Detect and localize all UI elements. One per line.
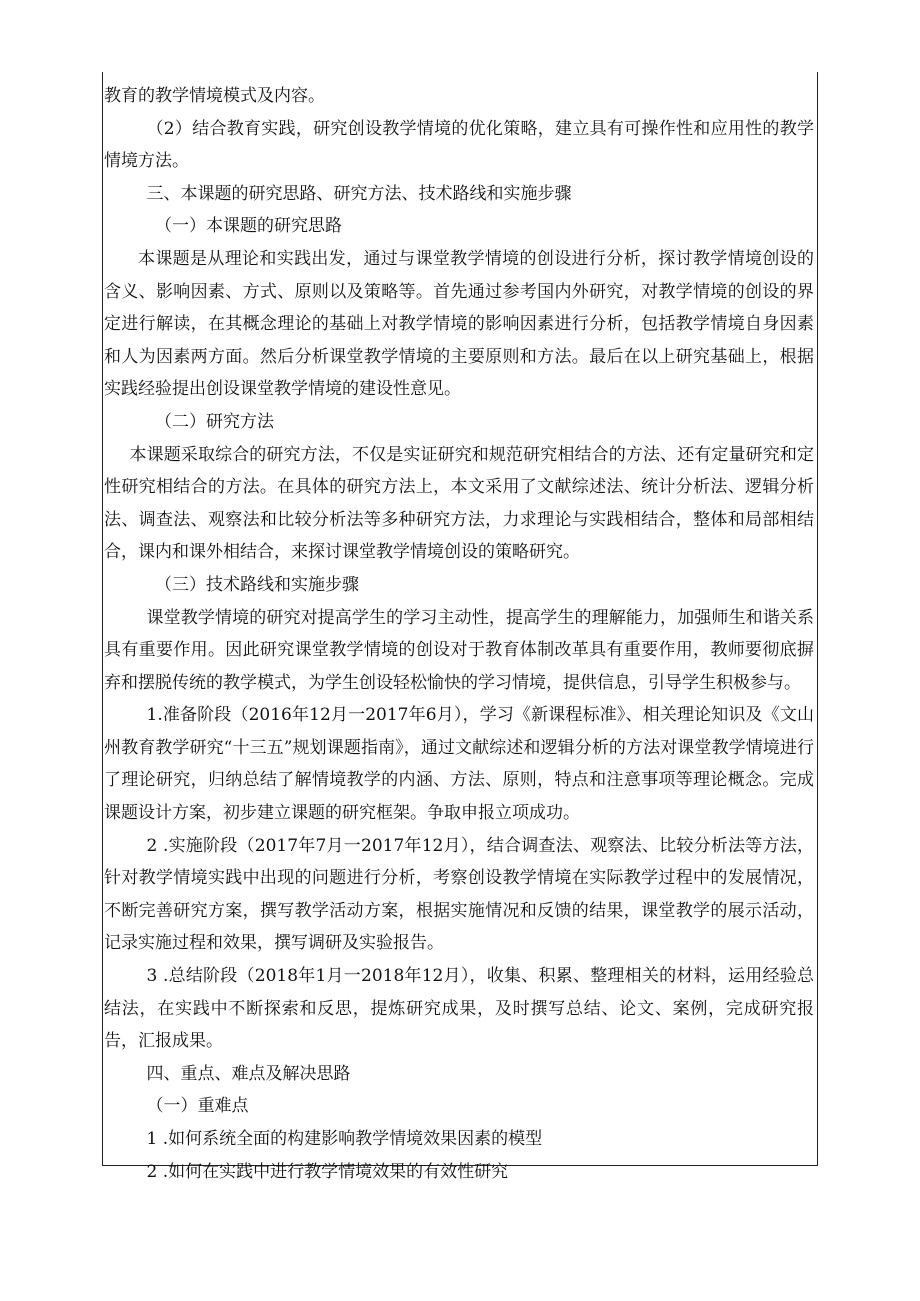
subsection-heading: （一）本课题的研究思路 bbox=[155, 216, 342, 237]
list-item: 2 .如何在实践中进行教学情境效果的有效性研究 bbox=[146, 1161, 509, 1182]
subsection-heading: （三）技术路线和实施步骤 bbox=[155, 574, 359, 595]
paragraph: （2）结合教育实践，研究创设教学情境的优化策略，建立具有可操作性和应用性的教学情境方法。 bbox=[104, 118, 814, 172]
paragraph: 本课题是从理论和实践出发，通过与课堂教学情境的创设进行分析，探讨教学情境创设的含义、影响因素、方式、原则以及策略等。首先通过参考国内外研究，对教学情境的创设的界定进行解读，在其概念理论的基础上对教学情境的影响因素进行分析，包括教学情境自身因素和人为因素两方面。然后分析课堂教学情境的主要原则和方法。最后在以上研究基础上，根据实践经验提出创设课堂教学情境的建设性意见。 bbox=[104, 248, 814, 400]
subsection-heading: （一）重难点 bbox=[146, 1096, 249, 1117]
section-heading: 四、重点、难点及解决思路 bbox=[146, 1063, 351, 1084]
paragraph: 2 .实施阶段（2017年7月一2017年12月），结合调查法、观察法、比较分析法等方法，针对教学情境实践中出现的问题进行分析，考察创设教学情境在实际教学过程中的发展情况，不断完善研究方案，撰写教学活动方案，根据实施情况和反馈的结果，课堂教学的展示活动，记录实施过程和效果，撰写调研及实验报告。 bbox=[104, 835, 814, 954]
list-item: 1 .如何系统全面的构建影响教学情境效果因素的模型 bbox=[146, 1129, 543, 1149]
paragraph: 课堂教学情境的研究对提高学生的学习主动性，提高学生的理解能力，加强师生和谐关系具有重要作用。因此研究课堂教学情境的创设对于教育体制改革具有重要作用，教师要彻底摒弃和摆脱传统的教学模式，为学生创设轻松愉快的学习情境，提供信息，引导学生积极参与。 bbox=[104, 607, 814, 693]
subsection-heading: （二）研究方法 bbox=[155, 411, 274, 432]
paragraph: 3 .总结阶段（2018年1月一2018年12月），收集、积累、整理相关的材料，运用经验总结法，在实践中不断探索和反思，提炼研究成果，及时撰写总结、论文、案例，完成研究报告，汇报成果。 bbox=[104, 966, 814, 1052]
section-heading: 三、本课题的研究思路、研究方法、技术路线和实施步骤 bbox=[146, 183, 572, 204]
paragraph: 教育的教学情境模式及内容。 bbox=[104, 86, 325, 106]
paragraph: 1.准备阶段（2016年12月一2017年6月），学习《新课程标准》、相关理论知识及《文山州教育教学研究“十三五”规划课题指南》，通过文献综述和逻辑分析的方法对课堂教学情境进行了理论研究，归纳总结了解情境教学的内涵、方法、原则，特点和注意事项等理论概念。完成课题设计方案，初步建立课题的研究框架。争取申报立项成功。 bbox=[104, 705, 814, 824]
document-body bbox=[104, 80, 814, 1188]
paragraph: 本课题采取综合的研究方法，不仅是实证研究和规范研究相结合的方法、还有定量研究和定性研究相结合的方法。在具体的研究方法上，本文采用了文献综述法、统计分析法、逻辑分析法、调查法、观察法和比较分析法等多种研究方法，力求理论与实践相结合，整体和局部相结合，课内和课外相结合，来探讨课堂教学情境创设的策略研究。 bbox=[104, 444, 814, 563]
